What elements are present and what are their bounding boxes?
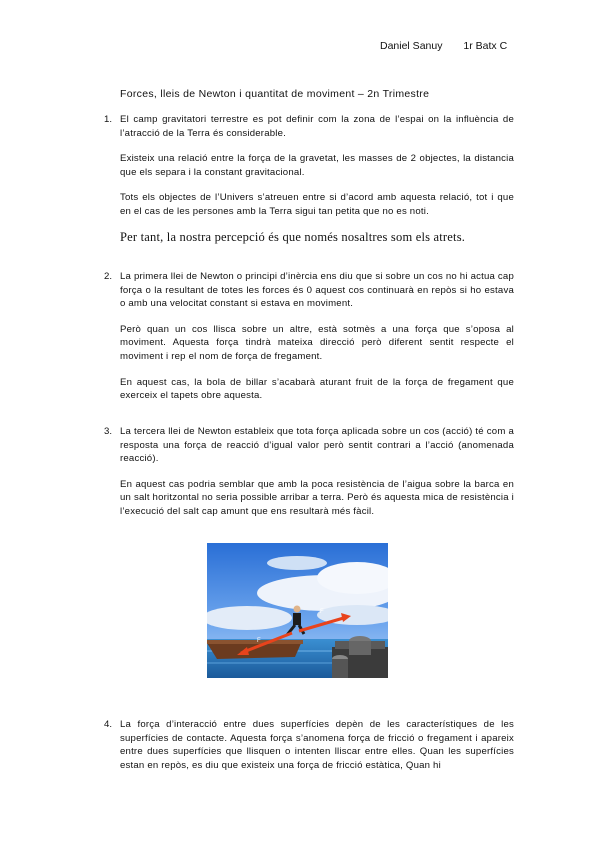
paragraph: Existeix una relació entre la força de la gravetat, les masses de 2 objectes, la distancia que els separa i la constant gravitacional. [120, 153, 514, 178]
paragraph: En aquest cas podria semblar que amb la poca resistència de l’aigua sobre la barca en un salt horitzontal no seria possible arribar a terra. Però és aquesta mica de resistència i l’execució del salt cap amunt que ens resultarà més fàcil. [120, 478, 514, 517]
item-number: 2. [104, 271, 113, 282]
item-number: 1. [104, 114, 113, 125]
paragraph: La tercera llei de Newton estableix que tota força aplicada sobre un cos (acció) té com a resposta una força de reacció d’igual valor però sentit contrari a l’acció (anomenada reacció). [120, 426, 514, 465]
list-item-2 [104, 270, 514, 415]
paragraph: El camp gravitatori terrestre es pot definir com la zona de l’espai on la influència de l’atracció de la Terra és considerable. [120, 114, 514, 139]
paragraph: Tots els objectes de l’Univers s’atreuen entre si d’acord amb aquesta relació, tot i que en el cas de les persones amb la Terra sigui tan petita que no es noti. [120, 192, 514, 217]
conclusion-paragraph: Per tant, la nostra percepció és que només nosaltres som els atrets. [120, 229, 466, 244]
paragraph: La primera llei de Newton o principi d’inèrcia ens diu que si sobre un cos no hi actua cap força o la resultant de totes les forces és 0 aquest cos continuarà en repòs si ho estava o amb una velocitat constant si estava en moviment. [120, 271, 514, 310]
item-number: 3. [104, 426, 113, 437]
list-item-1 [104, 113, 514, 256]
force-label: F [320, 609, 324, 615]
force-label: F [257, 638, 261, 644]
list-item-3 [104, 425, 514, 531]
list-item-4 [104, 718, 514, 784]
document-title: Forces, lleis de Newton i quantitat de moviment – 2n Trimestre [120, 88, 430, 100]
item-number: 4. [104, 719, 113, 730]
course-label: 1r Batx C [463, 40, 508, 52]
page-header [380, 40, 520, 52]
boat-jump-illustration [207, 543, 388, 678]
paragraph: La força d’interacció entre dues superfícies depèn de les característiques de les superfícies de contacte. Aquesta força s’anomena força de fricció o fregament i apareix entre dues superfícies que llisquen o intenten lliscar entre elles. Quan les superfícies estan en repòs, es diu que existeix una força de fricció estàtica, Quan hi [120, 719, 514, 771]
author-name: Daniel Sanuy [380, 40, 443, 52]
paragraph: Però quan un cos llisca sobre un altre, està sotmès a una força que s’oposa al moviment. Aquesta força tindrà mateixa direcció però diferent sentit respecte el moviment i rep el nom de força de fregament. [120, 323, 514, 362]
paragraph: En aquest cas, la bola de billar s’acabarà aturant fruit de la força de fregament que exerceix el tapets obre aquesta. [120, 376, 514, 402]
